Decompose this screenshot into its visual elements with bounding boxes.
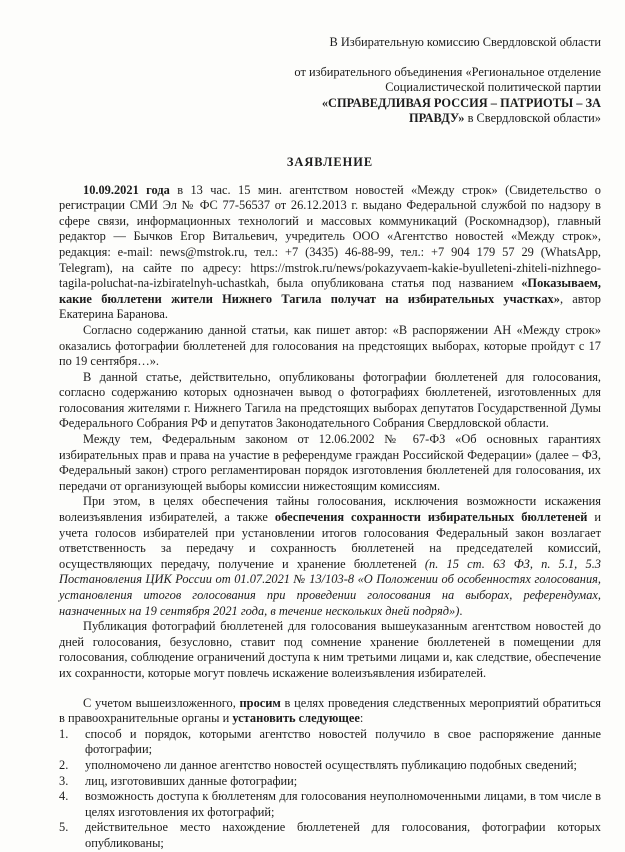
list-item-text: возможность доступа к бюллетеням для голосования неуполномоченными лицами, в том числе в целях изготовления их фотографий; <box>85 789 601 819</box>
paragraph-7 <box>59 696 601 727</box>
list-item-text: способ и порядок, которыми агентство новостей получило в свое распоряжение данные фотографии; <box>85 726 601 757</box>
paragraph-1 <box>59 183 601 323</box>
list-item <box>59 758 601 774</box>
list-item-text: действительное место нахождение бюллетеней для голосования, фотографии которых опубликованы; <box>85 820 601 850</box>
list-item-number: 1. <box>59 726 69 741</box>
sender-line-3: «СПРАВЕДЛИВАЯ РОССИЯ – ПАТРИОТЫ – ЗА <box>321 95 601 110</box>
list-item-number: 4. <box>59 789 69 804</box>
list-item <box>59 789 601 820</box>
request-list <box>59 727 601 852</box>
paragraph-5-text-c: . <box>459 603 463 618</box>
sender-line-4 <box>59 111 601 127</box>
paragraph-1-text-a: в 13 час. 15 мин. агентством новостей «Между строк» (Свидетельство о регистрации СМИ Эл № ФС 77-56537 от 26.12.2013 г. выдано Федеральной службой по надзору в сфере связи, информационных технологий и массовых коммуникаций (Роскомнадзор), главный редактор — Бычков Егор Витальевич, учредитель ООО «Агентство новостей «Между строк», редакция: e-mail: news@mstrok.ru, тел.: +7 (3435) 46-88-99, тел.: +7 904 179 57 29 (WhatsApp, Telegram), на сайте по адресу: https://mstrok.ru/news/pokazyvaem-kakie-byulleteni-zhiteli-nizhnego-tagila-poluchat-na-izbiratelnyh-uchastkah, была опубликована статья под названием <box>59 182 601 291</box>
publication-date: 10.09.2021 года <box>83 182 170 197</box>
paragraph-2: Согласно содержанию данной статьи, как пишет автор: «В распоряжении АН «Между строк» оказались фотографии бюллетеней для голосования на предстоящих выборах, которые пройдут с 17 по 19 сентября…». <box>59 322 601 369</box>
list-item-number: 3. <box>59 773 69 788</box>
list-item <box>59 774 601 790</box>
paragraph-7-text-a: С учетом вышеизложенного, <box>83 695 240 710</box>
paragraph-5 <box>59 494 601 619</box>
establish-keyword: установить следующее <box>232 711 360 726</box>
list-item-text: уполномочено ли данное агентство новостей осуществлять публикацию подобных сведений; <box>85 757 577 772</box>
paragraph-1-text-b: , автор Екатерина Баранова. <box>59 291 601 322</box>
paragraph-5-text-a: При этом, в целях обеспечения тайны голосования, исключения возможности искажения волеизъявления избирателей, а также <box>59 494 601 525</box>
list-item-number: 5. <box>59 820 69 835</box>
request-keyword: просим <box>239 695 281 710</box>
paragraph-5-bold: обеспечения сохранности избирательных бюллетеней <box>274 510 588 525</box>
legal-reference: (п. 15 ст. 63 ФЗ, п. 5.1, 5.3 Постановления ЦИК России от 01.07.2021 № 13/103-8 «О Положении об особенностях голосования, установления итогов голосования при проведении голосования на выборах, референдумах, назначенных на 19 сентября 2021 года, в течение нескольких дней подряд») <box>59 556 601 618</box>
addressee: В Избирательную комиссию Свердловской области <box>329 35 601 49</box>
paragraph-7-text-b: в целях проведения следственных мероприятий обратиться в правоохранительные органы и <box>59 695 601 726</box>
paragraph-6: Публикация фотографий бюллетеней для голосования вышеуказанным агентством новостей до дней голосования, безусловно, ставит под сомнение хранение бюллетеней в помещении для голосования, соблюдение ограничений доступа к ним третьими лицами и, как следствие, обеспечение их сохранности, которые могут повлечь искажение волеизъявления избирателей. <box>59 619 601 680</box>
document-title: ЗАЯВЛЕНИЕ <box>286 154 374 169</box>
sender-line-1: от избирательного объединения «Региональное отделение <box>294 64 601 79</box>
list-item-text: лиц, изготовивших данные фотографии; <box>85 773 298 788</box>
sender-region: в Свердловской области» <box>464 111 601 126</box>
paragraph-7-text-c: : <box>359 711 364 726</box>
article-headline: «Показываем, какие бюллетени жители Нижнего Тагила получат на избирательных участках» <box>59 276 601 306</box>
paragraph-5-text-b: и учета голосов избирателей при установлении итогов голосования Федеральный закон возлагает ответственность за передачу и сохранность бюллетеней на председателей комиссий, осуществляющих передачу, получение и хранение бюллетеней <box>59 510 601 571</box>
paragraph-4: Между тем, Федеральным законом от 12.06.2002 № 67-ФЗ «Об основных гарантиях избирательных прав и права на участие в референдуме граждан Российской Федерации» (далее – ФЗ, Федеральный закон) строго регламентирован порядок изготовления бюллетеней для голосования, их передачи от организующей выборы комиссии нижестоящим комиссиям. <box>59 432 601 493</box>
list-item <box>59 727 601 758</box>
sender-party-end: ПРАВДУ» <box>408 111 465 126</box>
list-item <box>59 820 601 851</box>
paragraph-3: В данной статье, действительно, опубликованы фотографии бюллетеней для голосования, согласно содержанию которых однозначен вывод о фотографиях бюллетеней, изготовленных для голосования жителями г. Нижнего Тагила на предстоящих выборах депутатов Государственной Думы Федерального Собрания РФ и депутатов Законодательного Собрания Свердловской области. <box>59 369 601 431</box>
list-item-number: 2. <box>59 757 69 772</box>
sender-line-2: Социалистической политической партии <box>385 80 601 95</box>
